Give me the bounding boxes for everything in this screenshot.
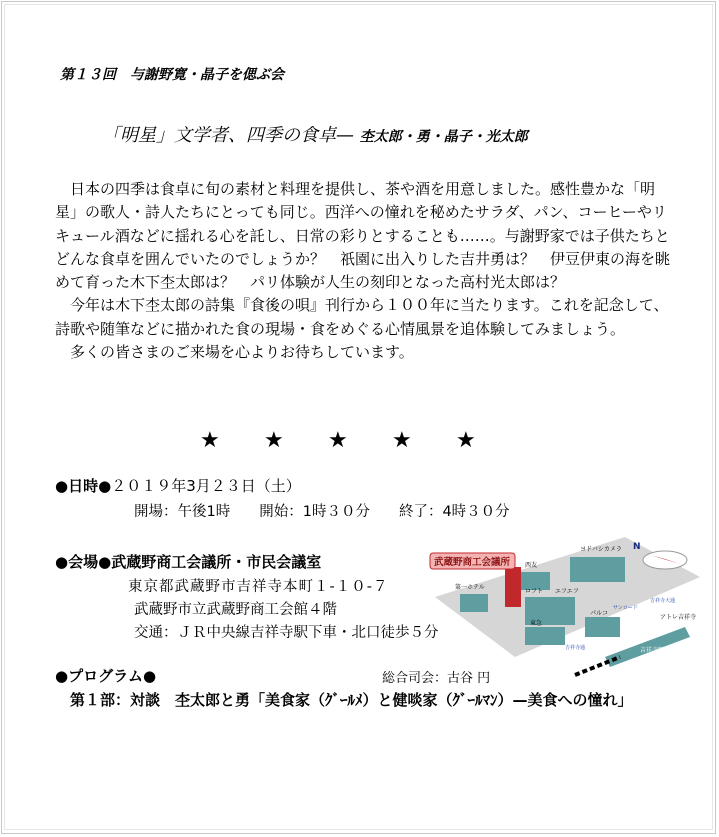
map-label: サンロード <box>613 605 638 611</box>
building <box>585 617 620 637</box>
star-divider <box>200 428 520 453</box>
venue-address: 東京都武蔵野市吉祥寺本町１-１０-７ <box>128 579 389 595</box>
map-label: 吉祥寺大通 <box>650 598 676 604</box>
compass-icon <box>643 551 687 569</box>
time-schedule: 開場：午後1時 開始：1時３０分 終了：4時３０分 <box>134 504 510 520</box>
building <box>570 557 625 582</box>
venue-access: 交通：ＪＲ中央線吉祥寺駅下車・北口徒歩５分 <box>134 625 439 641</box>
map-label: 第一ホテル <box>455 584 485 591</box>
north-label: N <box>633 542 641 552</box>
map-label: 東急 <box>530 620 543 627</box>
intro-text <box>55 178 675 364</box>
star-icon: ★ <box>264 428 284 453</box>
venue-name: 武蔵野商工会議所・市民会議室 <box>111 553 322 571</box>
event-series: 第１３回 与謝野寛・晶子を偲ぶ会 <box>60 67 284 83</box>
intro-paragraph: 多くの皆さまのご来場を心よりお待ちしています。 <box>70 343 414 362</box>
map-label: ロフト <box>525 588 544 595</box>
map-label: ヨドバシカメラ <box>580 546 622 553</box>
map-label: 吉祥寺通 <box>565 645 586 651</box>
map-label: 吉祥寺駅 <box>640 647 665 654</box>
rail-line <box>575 657 620 675</box>
star-icon: ★ <box>200 428 220 453</box>
program-label: ●プログラム● <box>55 667 157 685</box>
venue-map <box>425 537 700 677</box>
venue-line <box>55 551 321 572</box>
map-label: エフエフ <box>555 588 579 595</box>
map-label: 西友 <box>525 562 538 569</box>
title-sub: 杢太郎・勇・晶子・光太郎 <box>359 129 528 145</box>
map-label: アトレ吉祥寺 <box>660 614 697 621</box>
star-icon: ★ <box>456 428 476 453</box>
map-callout-text: 武蔵野商工会議所 <box>434 557 511 568</box>
map-label: パルコ <box>590 610 609 617</box>
date-label: ●日時● <box>55 477 112 495</box>
star-icon: ★ <box>328 428 348 453</box>
date-line <box>55 475 301 496</box>
intro-paragraph: 今年は木下杢太郎の詩集『食後の唄』刊行から１００年に当たります。これを記念して、詩歌や随筆などに描かれた食の現場・食をめぐる心情風景を追体験してみましょう。 <box>55 296 669 338</box>
date-value: ２０１９年3月２３日（土） <box>111 477 301 495</box>
venue-building: 武蔵野市立武蔵野商工会館４階 <box>134 602 337 618</box>
title-main: 「明星」文学者、四季の食卓— <box>102 125 354 146</box>
star-icon: ★ <box>392 428 412 453</box>
building <box>460 594 488 612</box>
program-mc: 総合司会：古谷 円 <box>382 671 491 686</box>
venue-building-marker <box>505 567 521 607</box>
intro-paragraph: 日本の四季は食卓に旬の素材と料理を提供し、茶や酒を用意しました。感性豊かな「明星」の歌人・詩人たちにとっても同じ。西洋への憧れを秘めたサラダ、パン、コーヒーやリキュール酒などに揺れる心を託し、日常の彩りとすることも……。与謝野家では子供たちとどんな食卓を囲んでいたのでしょうか？ 祇園に出入りした吉井勇は？ 伊豆伊東の海を眺めて育った木下杢太郎は？ パリ体験が人生の刻印となった高村光太郎は？ <box>55 180 671 292</box>
venue-label: ●会場● <box>55 553 112 571</box>
building <box>525 627 565 645</box>
event-title <box>102 121 528 147</box>
program-part1: 第１部：対談 杢太郎と勇「美食家（ｸﾞｰﾙﾒ）と健啖家（ｸﾞｰﾙﾏﾝ）—美食への憧れ」 <box>70 691 633 709</box>
